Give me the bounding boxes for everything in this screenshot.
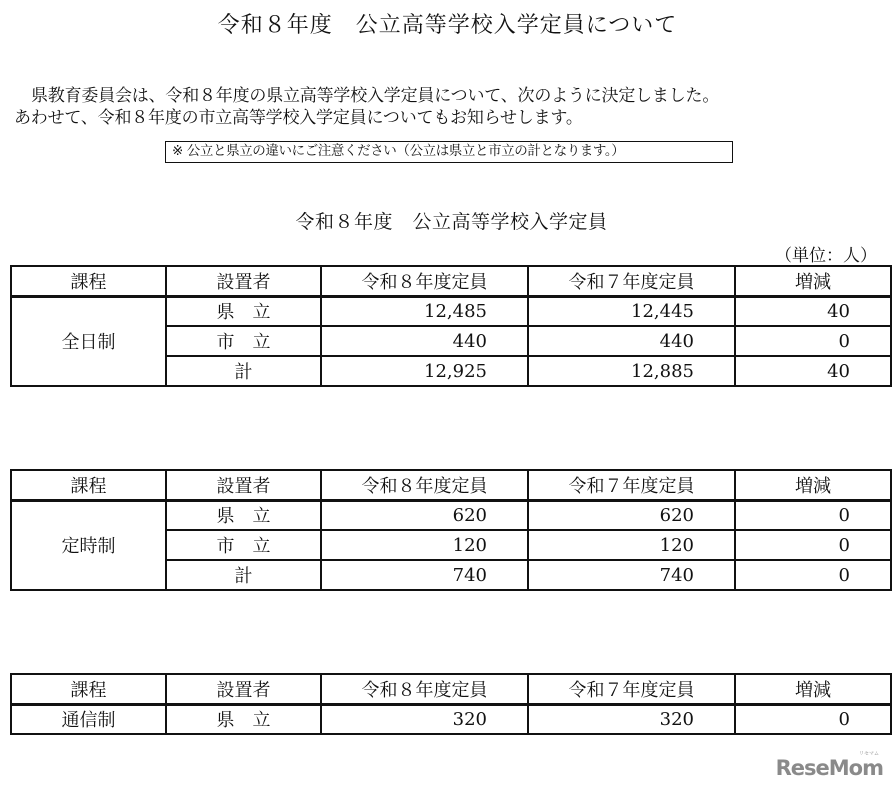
table-correspondence (10, 673, 892, 735)
header-diff: 増減 (735, 470, 891, 500)
founder-cell: 計 (166, 560, 321, 590)
logo-kana: リセマム (859, 751, 879, 757)
header-course: 課程 (11, 674, 166, 704)
header-course: 課程 (11, 470, 166, 500)
diff-cell: 0 (735, 530, 891, 560)
founder-cell: 県 立 (166, 704, 321, 734)
table-row (11, 296, 891, 326)
page-title: 令和８年度 公立高等学校入学定員について (217, 13, 678, 38)
diff-cell: 0 (735, 326, 891, 356)
r8-cell: 620 (321, 500, 528, 530)
founder-cell: 市 立 (166, 326, 321, 356)
r8-cell: 740 (321, 560, 528, 590)
diff-cell: 0 (735, 560, 891, 590)
diff-cell: 40 (735, 296, 891, 326)
resemom-logo (775, 751, 883, 780)
header-founder: 設置者 (166, 470, 321, 500)
founder-cell: 県 立 (166, 296, 321, 326)
header-r8: 令和８年度定員 (321, 266, 528, 296)
diff-cell: 0 (735, 500, 891, 530)
intro-line-2: あわせて、令和８年度の市立高等学校入学定員についてもお知らせします。 (14, 108, 583, 128)
unit-label: （単位：人） (775, 246, 877, 266)
table-row (11, 704, 891, 734)
logo-text: ReseMom (775, 756, 883, 780)
header-r8: 令和８年度定員 (321, 674, 528, 704)
header-diff: 増減 (735, 674, 891, 704)
r7-cell: 12,445 (528, 296, 735, 326)
table-header-row (11, 266, 891, 296)
r7-cell: 440 (528, 326, 735, 356)
intro-paragraph (14, 85, 894, 129)
table-subtitle: 令和８年度 公立高等学校入学定員 (295, 211, 608, 233)
r7-cell: 12,885 (528, 356, 735, 386)
header-r7: 令和７年度定員 (528, 470, 735, 500)
course-cell: 通信制 (11, 704, 166, 734)
r8-cell: 12,485 (321, 296, 528, 326)
table-full-time (10, 265, 892, 387)
r7-cell: 320 (528, 704, 735, 734)
diff-cell: 40 (735, 356, 891, 386)
header-diff: 増減 (735, 266, 891, 296)
r8-cell: 120 (321, 530, 528, 560)
header-founder: 設置者 (166, 674, 321, 704)
course-cell: 全日制 (11, 296, 166, 386)
header-r8: 令和８年度定員 (321, 470, 528, 500)
header-r7: 令和７年度定員 (528, 674, 735, 704)
header-founder: 設置者 (166, 266, 321, 296)
r8-cell: 12,925 (321, 356, 528, 386)
table-part-time (10, 469, 892, 591)
header-course: 課程 (11, 266, 166, 296)
founder-cell: 市 立 (166, 530, 321, 560)
diff-cell: 0 (735, 704, 891, 734)
table-row (11, 500, 891, 530)
r8-cell: 320 (321, 704, 528, 734)
r7-cell: 740 (528, 560, 735, 590)
founder-cell: 県 立 (166, 500, 321, 530)
intro-line-1: 県教育委員会は、令和８年度の県立高等学校入学定員について、次のように決定しました。 (31, 86, 720, 106)
r8-cell: 440 (321, 326, 528, 356)
r7-cell: 120 (528, 530, 735, 560)
table-header-row (11, 470, 891, 500)
course-cell: 定時制 (11, 500, 166, 590)
notice-box: ※ 公立と県立の違いにご注意ください（公立は県立と市立の計となります。） (165, 141, 733, 163)
table-header-row (11, 674, 891, 704)
header-r7: 令和７年度定員 (528, 266, 735, 296)
founder-cell: 計 (166, 356, 321, 386)
r7-cell: 620 (528, 500, 735, 530)
